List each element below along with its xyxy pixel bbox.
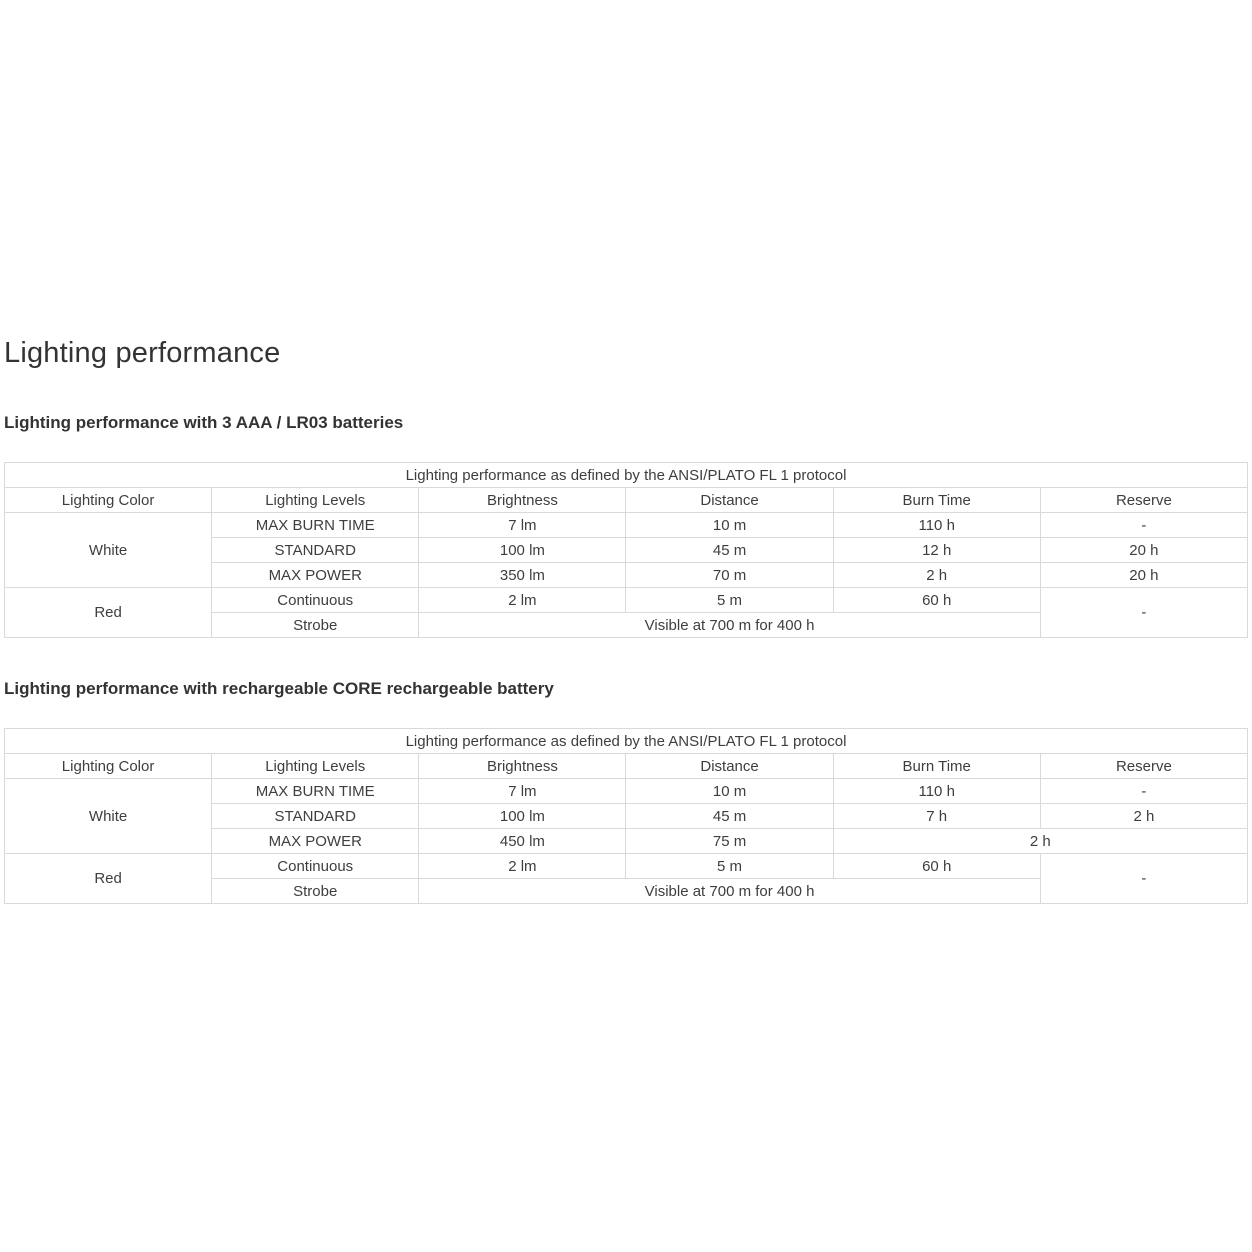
cell-brightness: 450 lm [419,829,626,854]
cell-reserve-merged: - [1040,588,1247,638]
col-lighting-color: Lighting Color [5,754,212,779]
cell-strobe-note: Visible at 700 m for 400 h [419,879,1040,904]
cell-level: MAX BURN TIME [212,513,419,538]
cell-distance: 45 m [626,538,833,563]
col-lighting-color: Lighting Color [5,488,212,513]
cell-brightness: 7 lm [419,779,626,804]
protocol-row [5,729,1248,754]
table-row [5,779,1248,804]
cell-burn-time: 110 h [833,513,1040,538]
column-header-row [5,488,1248,513]
cell-level: STANDARD [212,538,419,563]
col-reserve: Reserve [1040,488,1247,513]
cell-burn-time: 12 h [833,538,1040,563]
cell-brightness: 2 lm [419,588,626,613]
cell-level: Strobe [212,879,419,904]
cell-strobe-note: Visible at 700 m for 400 h [419,613,1040,638]
cell-burn-time: 7 h [833,804,1040,829]
spec-table-core [4,728,1248,904]
cell-color-white: White [5,513,212,588]
cell-distance: 10 m [626,513,833,538]
section-heading-batteries: Lighting performance with 3 AAA / LR03 batteries [4,413,404,432]
table-row [5,588,1248,613]
cell-brightness: 2 lm [419,854,626,879]
cell-burn-time: 60 h [833,588,1040,613]
cell-color-red: Red [5,588,212,638]
cell-brightness: 100 lm [419,804,626,829]
col-burn-time: Burn Time [833,754,1040,779]
col-distance: Distance [626,488,833,513]
cell-brightness: 100 lm [419,538,626,563]
col-brightness: Brightness [419,488,626,513]
cell-reserve: 20 h [1040,538,1247,563]
cell-level: MAX POWER [212,829,419,854]
cell-reserve: 2 h [1040,804,1247,829]
cell-distance: 5 m [626,588,833,613]
col-burn-time: Burn Time [833,488,1040,513]
cell-color-red: Red [5,854,212,904]
cell-distance: 70 m [626,563,833,588]
cell-distance: 45 m [626,804,833,829]
spec-table-batteries [4,462,1248,638]
col-brightness: Brightness [419,754,626,779]
cell-reserve-merged: - [1040,854,1247,904]
cell-burn-time-reserve-merged: 2 h [833,829,1247,854]
cell-distance: 75 m [626,829,833,854]
cell-level: STANDARD [212,804,419,829]
cell-burn-time: 60 h [833,854,1040,879]
cell-reserve: - [1040,513,1247,538]
cell-brightness: 350 lm [419,563,626,588]
section-heading-core: Lighting performance with rechargeable CORE rechargeable battery [4,679,554,698]
protocol-caption: Lighting performance as defined by the ANSI/PLATO FL 1 protocol [5,463,1248,488]
col-lighting-levels: Lighting Levels [212,754,419,779]
column-header-row [5,754,1248,779]
col-reserve: Reserve [1040,754,1247,779]
protocol-row [5,463,1248,488]
page-title: Lighting performance [4,337,281,369]
cell-distance: 5 m [626,854,833,879]
cell-reserve: 20 h [1040,563,1247,588]
table-row [5,513,1248,538]
cell-color-white: White [5,779,212,854]
cell-level: MAX BURN TIME [212,779,419,804]
col-distance: Distance [626,754,833,779]
cell-burn-time: 2 h [833,563,1040,588]
cell-level: Continuous [212,854,419,879]
cell-reserve: - [1040,779,1247,804]
cell-level: MAX POWER [212,563,419,588]
cell-brightness: 7 lm [419,513,626,538]
protocol-caption: Lighting performance as defined by the ANSI/PLATO FL 1 protocol [5,729,1248,754]
col-lighting-levels: Lighting Levels [212,488,419,513]
cell-level: Strobe [212,613,419,638]
table-row [5,854,1248,879]
cell-distance: 10 m [626,779,833,804]
cell-level: Continuous [212,588,419,613]
cell-burn-time: 110 h [833,779,1040,804]
